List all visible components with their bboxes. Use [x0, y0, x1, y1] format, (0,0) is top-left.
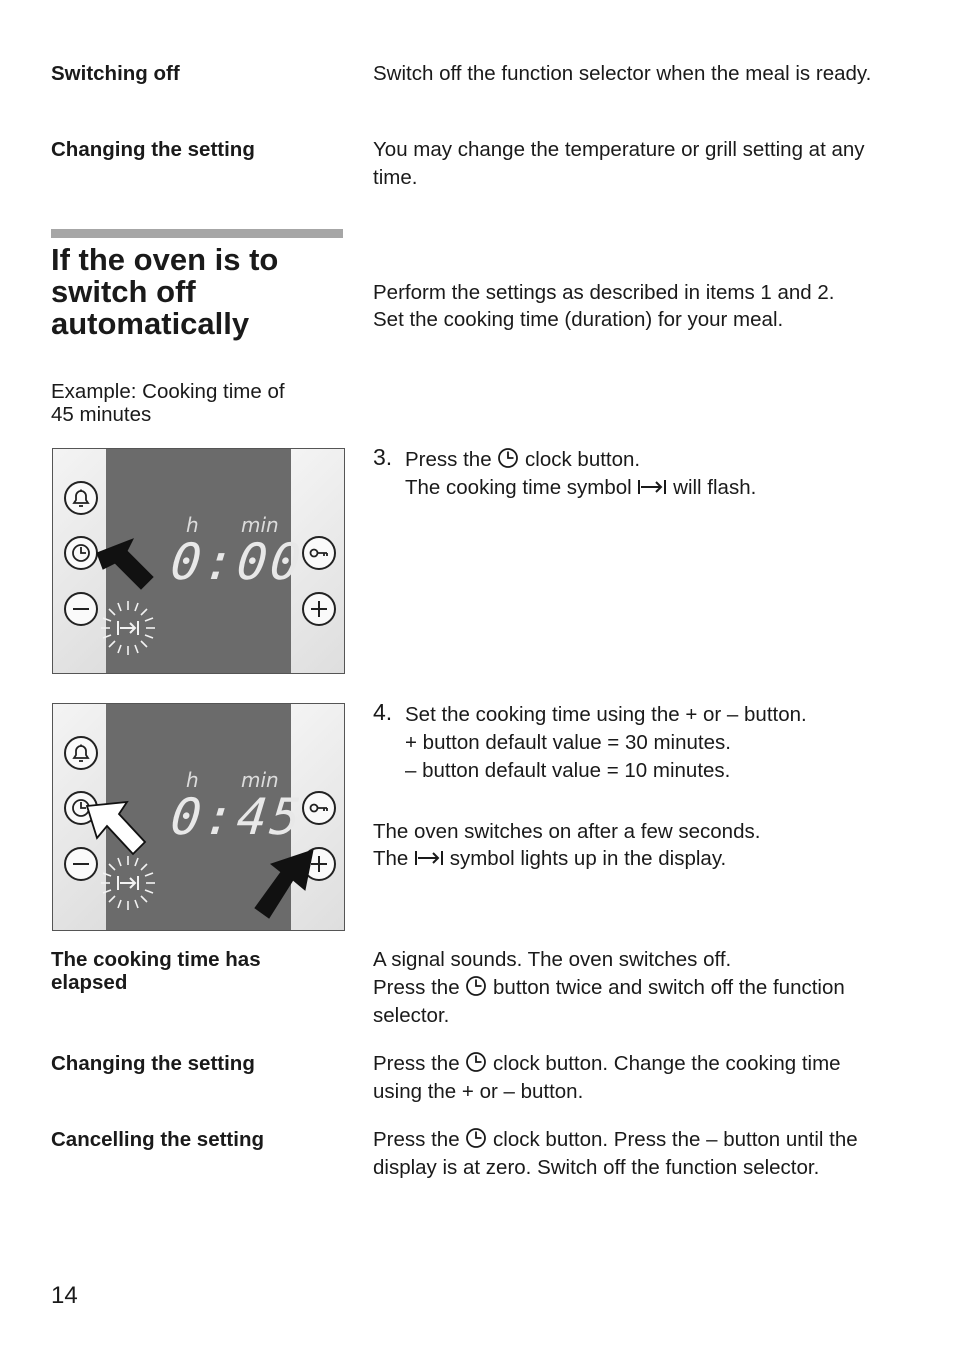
key-icon	[308, 542, 330, 564]
row-label-switching-off: Switching off	[51, 62, 180, 85]
elapsed-line-3: selector.	[373, 1004, 450, 1027]
example-line-1: Example: Cooking time of	[51, 380, 285, 403]
step4-after-line-1: The oven switches on after a few seconds.	[373, 820, 761, 843]
bell-icon	[70, 742, 92, 764]
pointer-arrow-icon	[249, 846, 317, 924]
cooking-time-symbol-icon	[118, 876, 138, 890]
cooking-time-symbol-icon	[414, 848, 444, 868]
elapsed-label-line-1: The cooking time has	[51, 948, 261, 971]
bell-button[interactable]	[64, 481, 98, 515]
plus-button[interactable]	[302, 592, 336, 626]
cancelling-line-1	[373, 1126, 913, 1154]
clock-icon	[70, 542, 92, 564]
changing-line1-post: clock button. Change the cooking time	[493, 1052, 841, 1075]
step4-line-2: + button default value = 30 minutes.	[405, 731, 731, 754]
cancelling-line-2: display is at zero. Switch off the function selector.	[373, 1156, 820, 1179]
section-divider	[51, 229, 343, 238]
pointer-arrow-icon	[91, 535, 157, 601]
section-intro	[373, 279, 913, 333]
changing-line-2: using the + or – button.	[373, 1080, 584, 1103]
example-line-2: 45 minutes	[51, 403, 152, 426]
clock-icon	[497, 447, 519, 469]
example-caption	[51, 380, 285, 426]
row-label-cooking-time-elapsed	[51, 948, 261, 994]
changing-line-1	[373, 1050, 913, 1078]
row-text-cooking-time-elapsed	[373, 946, 913, 1030]
step3-line2-pre: The cooking time symbol	[405, 476, 632, 499]
step3-line-2	[405, 474, 905, 502]
section-heading	[51, 244, 351, 340]
display-digits: 0:00	[167, 533, 307, 591]
row-label-changing-setting: Changing the setting	[51, 138, 255, 161]
step4-text	[405, 701, 905, 785]
step3-line1-post: clock button.	[525, 448, 641, 471]
step3-number: 3.	[373, 444, 393, 470]
step3-text	[405, 446, 905, 502]
step4-number: 4.	[373, 699, 393, 725]
display-hours-label: h	[186, 513, 199, 537]
clock-icon	[465, 1051, 487, 1073]
heading-line-1: If the oven is to	[51, 242, 279, 277]
heading-line-3: automatically	[51, 306, 250, 341]
row-label-changing-setting-2: Changing the setting	[51, 1052, 255, 1075]
step3-line2-post: will flash.	[673, 476, 757, 499]
changing-line1-pre: Press the	[373, 1052, 460, 1075]
pointer-arrow-icon	[83, 798, 153, 868]
key-icon	[308, 797, 330, 819]
row-text-changing-setting: You may change the temperature or grill setting at any time.	[373, 138, 865, 189]
key-button[interactable]	[302, 791, 336, 825]
step3-line1-pre: Press the	[405, 448, 492, 471]
elapsed-line-1: A signal sounds. The oven switches off.	[373, 948, 732, 971]
row-text-changing-setting-2	[373, 1050, 913, 1106]
step4-line-3: – button default value = 10 minutes.	[405, 759, 731, 782]
cooking-time-symbol-icon	[118, 621, 138, 635]
step3-line-1	[405, 446, 905, 474]
flashing-cooking-time-symbol	[97, 597, 159, 659]
display-digits: 0:45	[167, 788, 307, 846]
row-text-switching-off: Switch off the function selector when the meal is ready.	[373, 62, 872, 85]
cooking-time-symbol-icon	[637, 477, 667, 497]
row-label-cancelling-setting: Cancelling the setting	[51, 1128, 264, 1151]
elapsed-line2-post: button twice and switch off the function	[493, 976, 845, 999]
oven-control-panel-1	[52, 448, 345, 674]
intro-line-1: Perform the settings as described in items 1 and 2.	[373, 281, 835, 304]
cancelling-line1-pre: Press the	[373, 1128, 460, 1151]
display-minutes-label: min	[241, 768, 279, 792]
page-number: 14	[51, 1282, 78, 1309]
clock-icon	[465, 1127, 487, 1149]
step4-line-1: Set the cooking time using the + or – button.	[405, 703, 807, 726]
minus-icon	[70, 598, 92, 620]
step4-after	[373, 818, 913, 872]
bell-button[interactable]	[64, 736, 98, 770]
cancelling-line1-post: clock button. Press the – button until the	[493, 1128, 858, 1151]
plus-icon	[308, 598, 330, 620]
elapsed-label-line-2: elapsed	[51, 971, 128, 994]
heading-line-2: switch off	[51, 274, 196, 309]
elapsed-line2-pre: Press the	[373, 976, 460, 999]
clock-icon	[465, 975, 487, 997]
elapsed-line-2	[373, 974, 913, 1002]
step4-after-line-2	[373, 845, 913, 872]
oven-control-panel-2	[52, 703, 345, 931]
step4-after2-pre: The	[373, 847, 409, 870]
bell-icon	[70, 487, 92, 509]
display-hours-label: h	[186, 768, 199, 792]
key-button[interactable]	[302, 536, 336, 570]
intro-line-2: Set the cooking time (duration) for your meal.	[373, 308, 784, 331]
row-text-cancelling-setting	[373, 1126, 913, 1182]
step4-after2-post: symbol lights up in the display.	[449, 847, 727, 870]
display-minutes-label: min	[241, 513, 279, 537]
